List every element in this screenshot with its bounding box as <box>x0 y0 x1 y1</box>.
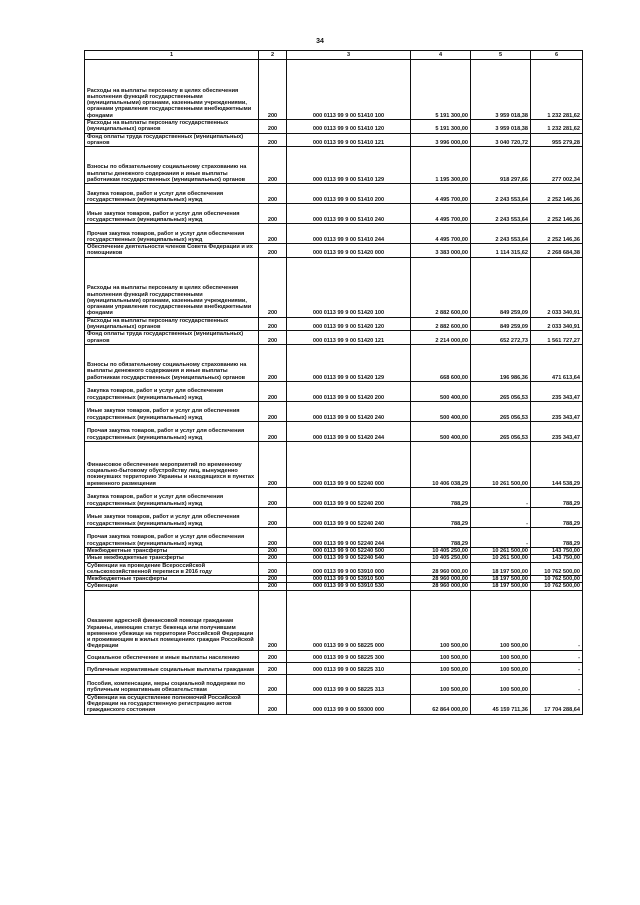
executed-amount-cell: 100 500,00 <box>471 662 531 674</box>
table-row <box>85 344 583 381</box>
approved-amount-cell: 4 495 700,00 <box>411 184 471 204</box>
column-header: 3 <box>287 51 411 60</box>
budget-classification-code-cell: 000 0113 99 9 00 52240 200 <box>287 487 411 507</box>
table-row <box>85 441 583 487</box>
table-row <box>85 507 583 527</box>
unexecuted-amount-cell: 1 232 281,62 <box>531 120 583 134</box>
row-code-cell: 200 <box>259 590 287 650</box>
row-code-cell: 200 <box>259 662 287 674</box>
budget-classification-code-cell: 000 0113 99 9 00 51420 120 <box>287 317 411 331</box>
row-code-cell: 200 <box>259 401 287 421</box>
approved-amount-cell: 2 882 600,00 <box>411 317 471 331</box>
unexecuted-amount-cell: 2 033 340,91 <box>531 257 583 317</box>
budget-classification-code-cell: 000 0113 99 9 00 52240 000 <box>287 441 411 487</box>
budget-classification-code-cell: 000 0113 99 9 00 58225 310 <box>287 662 411 674</box>
budget-classification-code-cell: 000 0113 99 9 00 53910 500 <box>287 576 411 583</box>
row-code-cell: 200 <box>259 60 287 120</box>
unexecuted-amount-cell: 2 252 146,36 <box>531 204 583 224</box>
table-row <box>85 401 583 421</box>
row-code-cell: 200 <box>259 583 287 590</box>
row-code-cell: 200 <box>259 421 287 441</box>
row-code-cell: 200 <box>259 381 287 401</box>
row-name-cell: Прочая закупка товаров, работ и услуг для обеспечения государственных (муниципальных) нужд <box>85 527 259 547</box>
row-name-cell: Оказание адресной финансовой помощи гражданам Украины, имеющим статус беженца или получившим временное убежище на территории Российской Федерации и проживающим в жилых помещениях граждан Российской Федерации <box>85 590 259 650</box>
unexecuted-amount-cell: 471 613,64 <box>531 344 583 381</box>
budget-classification-code-cell: 000 0113 99 9 00 52240 240 <box>287 507 411 527</box>
row-code-cell: 200 <box>259 224 287 244</box>
executed-amount-cell: 2 243 553,64 <box>471 204 531 224</box>
table-row <box>85 555 583 562</box>
row-name-cell: Фонд оплаты труда государственных (муниципальных) органов <box>85 331 259 345</box>
budget-classification-code-cell: 000 0113 99 9 00 51420 121 <box>287 331 411 345</box>
budget-classification-code-cell: 000 0113 99 9 00 58225 300 <box>287 650 411 662</box>
table-row <box>85 590 583 650</box>
executed-amount-cell: 265 056,53 <box>471 421 531 441</box>
approved-amount-cell: 2 214 000,00 <box>411 331 471 345</box>
approved-amount-cell: 100 500,00 <box>411 662 471 674</box>
executed-amount-cell: 3 040 720,72 <box>471 133 531 147</box>
unexecuted-amount-cell: 1 561 727,27 <box>531 331 583 345</box>
approved-amount-cell: 788,29 <box>411 487 471 507</box>
row-name-cell: Взносы по обязательному социальному страхованию на выплаты денежного содержания и иные выплаты работникам государственных (муниципальных) органов <box>85 344 259 381</box>
row-name-cell: Иные закупки товаров, работ и услуг для обеспечения государственных (муниципальных) нужд <box>85 401 259 421</box>
executed-amount-cell: 2 243 553,64 <box>471 184 531 204</box>
row-code-cell: 200 <box>259 331 287 345</box>
table-row <box>85 562 583 576</box>
row-name-cell: Финансовое обеспечение мероприятий по временному социально-бытовому обустройству лиц, вынужденно покинувших территорию Украины и находящихся в пунктах временного размещения <box>85 441 259 487</box>
table-row <box>85 120 583 134</box>
row-name-cell: Фонд оплаты труда государственных (муниципальных) органов <box>85 133 259 147</box>
unexecuted-amount-cell: 788,29 <box>531 527 583 547</box>
row-code-cell: 200 <box>259 507 287 527</box>
row-code-cell: 200 <box>259 133 287 147</box>
executed-amount-cell: 265 056,53 <box>471 401 531 421</box>
approved-amount-cell: 28 960 000,00 <box>411 576 471 583</box>
row-code-cell: 200 <box>259 547 287 554</box>
budget-classification-code-cell: 000 0113 99 9 00 51410 129 <box>287 147 411 184</box>
executed-amount-cell: 3 959 018,38 <box>471 60 531 120</box>
unexecuted-amount-cell: 235 343,47 <box>531 421 583 441</box>
budget-classification-code-cell: 000 0113 99 9 00 59300 000 <box>287 694 411 714</box>
unexecuted-amount-cell: 955 279,28 <box>531 133 583 147</box>
approved-amount-cell: 28 960 000,00 <box>411 562 471 576</box>
executed-amount-cell: - <box>471 487 531 507</box>
table-row <box>85 674 583 694</box>
approved-amount-cell: 62 864 000,00 <box>411 694 471 714</box>
unexecuted-amount-cell: 2 252 146,36 <box>531 224 583 244</box>
executed-amount-cell: 18 197 500,00 <box>471 583 531 590</box>
unexecuted-amount-cell: - <box>531 674 583 694</box>
row-name-cell: Межбюджетные трансферты <box>85 576 259 583</box>
table-row <box>85 147 583 184</box>
executed-amount-cell: 18 197 500,00 <box>471 562 531 576</box>
row-name-cell: Прочая закупка товаров, работ и услуг для обеспечения государственных (муниципальных) нужд <box>85 421 259 441</box>
executed-amount-cell: 3 959 018,38 <box>471 120 531 134</box>
row-code-cell: 200 <box>259 120 287 134</box>
table-row <box>85 381 583 401</box>
table-row <box>85 204 583 224</box>
executed-amount-cell: 918 297,66 <box>471 147 531 184</box>
budget-classification-code-cell: 000 0113 99 9 00 58225 000 <box>287 590 411 650</box>
approved-amount-cell: 1 195 300,00 <box>411 147 471 184</box>
table-row <box>85 547 583 554</box>
approved-amount-cell: 5 191 300,00 <box>411 120 471 134</box>
budget-classification-code-cell: 000 0113 99 9 00 51420 129 <box>287 344 411 381</box>
table-row <box>85 583 583 590</box>
row-code-cell: 200 <box>259 441 287 487</box>
unexecuted-amount-cell: - <box>531 662 583 674</box>
row-code-cell: 200 <box>259 674 287 694</box>
approved-amount-cell: 28 960 000,00 <box>411 583 471 590</box>
table-row <box>85 527 583 547</box>
executed-amount-cell: 45 159 711,36 <box>471 694 531 714</box>
row-name-cell: Обеспечение деятельности членов Совета Федерации и их помощников <box>85 244 259 258</box>
row-name-cell: Закупка товаров, работ и услуг для обеспечения государственных (муниципальных) нужд <box>85 184 259 204</box>
table-row <box>85 244 583 258</box>
budget-classification-code-cell: 000 0113 99 9 00 51410 121 <box>287 133 411 147</box>
unexecuted-amount-cell: 10 762 500,00 <box>531 576 583 583</box>
executed-amount-cell: 10 261 500,00 <box>471 441 531 487</box>
row-code-cell: 200 <box>259 344 287 381</box>
table-row <box>85 257 583 317</box>
row-code-cell: 200 <box>259 650 287 662</box>
unexecuted-amount-cell: 2 268 684,38 <box>531 244 583 258</box>
row-code-cell: 200 <box>259 147 287 184</box>
table-row <box>85 650 583 662</box>
row-code-cell: 200 <box>259 555 287 562</box>
approved-amount-cell: 4 495 700,00 <box>411 204 471 224</box>
row-name-cell: Социальное обеспечение и иные выплаты населению <box>85 650 259 662</box>
table-row <box>85 487 583 507</box>
row-name-cell: Публичные нормативные социальные выплаты гражданам <box>85 662 259 674</box>
executed-amount-cell: 100 500,00 <box>471 650 531 662</box>
page-number: 34 <box>316 38 324 45</box>
executed-amount-cell: 100 500,00 <box>471 590 531 650</box>
budget-classification-code-cell: 000 0113 99 9 00 51420 000 <box>287 244 411 258</box>
executed-amount-cell: 10 261 500,00 <box>471 547 531 554</box>
executed-amount-cell: - <box>471 527 531 547</box>
unexecuted-amount-cell: 2 033 340,91 <box>531 317 583 331</box>
approved-amount-cell: 100 500,00 <box>411 674 471 694</box>
row-code-cell: 200 <box>259 562 287 576</box>
row-name-cell: Субвенции на проведение Всероссийской сельскохозяйственной переписи в 2016 году <box>85 562 259 576</box>
table-row <box>85 224 583 244</box>
row-code-cell: 200 <box>259 576 287 583</box>
row-name-cell: Субвенции на осуществление полномочий Российской Федерации на государственную регистрацию актов гражданского состояния <box>85 694 259 714</box>
approved-amount-cell: 3 996 000,00 <box>411 133 471 147</box>
table-row <box>85 576 583 583</box>
unexecuted-amount-cell: 2 252 146,36 <box>531 184 583 204</box>
table-row <box>85 317 583 331</box>
column-header: 2 <box>259 51 287 60</box>
budget-classification-code-cell: 000 0113 99 9 00 53910 530 <box>287 583 411 590</box>
unexecuted-amount-cell: 788,29 <box>531 507 583 527</box>
unexecuted-amount-cell: 235 343,47 <box>531 401 583 421</box>
unexecuted-amount-cell: 143 750,00 <box>531 547 583 554</box>
column-header: 6 <box>531 51 583 60</box>
unexecuted-amount-cell: 143 750,00 <box>531 555 583 562</box>
table-row <box>85 662 583 674</box>
row-name-cell: Расходы на выплаты персоналу в целях обеспечения выполнения функций государственными (муниципальными) органами, казенными учреждениями, органами управления государственными внебюджетными фондами <box>85 60 259 120</box>
table-row <box>85 421 583 441</box>
budget-classification-code-cell: 000 0113 99 9 00 51420 200 <box>287 381 411 401</box>
column-number-header-row <box>85 51 583 60</box>
budget-classification-code-cell: 000 0113 99 9 00 53910 000 <box>287 562 411 576</box>
budget-execution-table <box>84 50 583 715</box>
budget-classification-code-cell: 000 0113 99 9 00 52240 244 <box>287 527 411 547</box>
approved-amount-cell: 788,29 <box>411 527 471 547</box>
executed-amount-cell: 652 272,73 <box>471 331 531 345</box>
row-name-cell: Расходы на выплаты персоналу государственных (муниципальных) органов <box>85 317 259 331</box>
approved-amount-cell: 4 495 700,00 <box>411 224 471 244</box>
approved-amount-cell: 5 191 300,00 <box>411 60 471 120</box>
row-name-cell: Закупка товаров, работ и услуг для обеспечения государственных (муниципальных) нужд <box>85 381 259 401</box>
approved-amount-cell: 10 405 250,00 <box>411 555 471 562</box>
row-code-cell: 200 <box>259 487 287 507</box>
budget-classification-code-cell: 000 0113 99 9 00 51420 100 <box>287 257 411 317</box>
row-name-cell: Субвенции <box>85 583 259 590</box>
unexecuted-amount-cell: 1 232 281,62 <box>531 60 583 120</box>
approved-amount-cell: 3 383 000,00 <box>411 244 471 258</box>
unexecuted-amount-cell: 277 002,34 <box>531 147 583 184</box>
executed-amount-cell: 10 261 500,00 <box>471 555 531 562</box>
column-header: 4 <box>411 51 471 60</box>
row-name-cell: Иные межбюджетные трансферты <box>85 555 259 562</box>
executed-amount-cell: - <box>471 507 531 527</box>
row-code-cell: 200 <box>259 184 287 204</box>
unexecuted-amount-cell: 10 762 500,00 <box>531 562 583 576</box>
budget-classification-code-cell: 000 0113 99 9 00 58225 313 <box>287 674 411 694</box>
table-row <box>85 133 583 147</box>
row-code-cell: 200 <box>259 317 287 331</box>
approved-amount-cell: 500 400,00 <box>411 421 471 441</box>
unexecuted-amount-cell: 10 762 500,00 <box>531 583 583 590</box>
executed-amount-cell: 1 114 315,62 <box>471 244 531 258</box>
approved-amount-cell: 100 500,00 <box>411 650 471 662</box>
approved-amount-cell: 10 405 250,00 <box>411 547 471 554</box>
budget-classification-code-cell: 000 0113 99 9 00 51410 240 <box>287 204 411 224</box>
row-name-cell: Иные закупки товаров, работ и услуг для обеспечения государственных (муниципальных) нужд <box>85 204 259 224</box>
budget-classification-code-cell: 000 0113 99 9 00 51410 200 <box>287 184 411 204</box>
unexecuted-amount-cell: 17 704 288,64 <box>531 694 583 714</box>
unexecuted-amount-cell: - <box>531 590 583 650</box>
unexecuted-amount-cell: - <box>531 650 583 662</box>
approved-amount-cell: 2 882 600,00 <box>411 257 471 317</box>
table-row <box>85 694 583 714</box>
budget-classification-code-cell: 000 0113 99 9 00 51410 100 <box>287 60 411 120</box>
row-name-cell: Иные закупки товаров, работ и услуг для обеспечения государственных (муниципальных) нужд <box>85 507 259 527</box>
table-row <box>85 331 583 345</box>
approved-amount-cell: 788,29 <box>411 507 471 527</box>
executed-amount-cell: 196 986,36 <box>471 344 531 381</box>
approved-amount-cell: 668 600,00 <box>411 344 471 381</box>
approved-amount-cell: 10 406 038,29 <box>411 441 471 487</box>
executed-amount-cell: 265 056,53 <box>471 381 531 401</box>
unexecuted-amount-cell: 144 538,29 <box>531 441 583 487</box>
approved-amount-cell: 500 400,00 <box>411 401 471 421</box>
budget-classification-code-cell: 000 0113 99 9 00 51420 240 <box>287 401 411 421</box>
row-name-cell: Расходы на выплаты персоналу в целях обеспечения выполнения функций государственными (муниципальными) органами, казенными учреждениями, органами управления государственными внебюджетными фондами <box>85 257 259 317</box>
row-name-cell: Прочая закупка товаров, работ и услуг для обеспечения государственных (муниципальных) нужд <box>85 224 259 244</box>
row-name-cell: Пособия, компенсации, меры социальной поддержки по публичным нормативным обязательствам <box>85 674 259 694</box>
executed-amount-cell: 849 259,09 <box>471 257 531 317</box>
row-code-cell: 200 <box>259 244 287 258</box>
approved-amount-cell: 500 400,00 <box>411 381 471 401</box>
column-header: 1 <box>85 51 259 60</box>
row-name-cell: Межбюджетные трансферты <box>85 547 259 554</box>
approved-amount-cell: 100 500,00 <box>411 590 471 650</box>
budget-classification-code-cell: 000 0113 99 9 00 51410 244 <box>287 224 411 244</box>
table-row <box>85 184 583 204</box>
row-code-cell: 200 <box>259 527 287 547</box>
table-row <box>85 60 583 120</box>
unexecuted-amount-cell: 788,29 <box>531 487 583 507</box>
executed-amount-cell: 18 197 500,00 <box>471 576 531 583</box>
column-header: 5 <box>471 51 531 60</box>
row-name-cell: Расходы на выплаты персоналу государственных (муниципальных) органов <box>85 120 259 134</box>
executed-amount-cell: 849 259,09 <box>471 317 531 331</box>
row-name-cell: Взносы по обязательному социальному страхованию на выплаты денежного содержания и иные выплаты работникам государственных (муниципальных) органов <box>85 147 259 184</box>
executed-amount-cell: 100 500,00 <box>471 674 531 694</box>
executed-amount-cell: 2 243 553,64 <box>471 224 531 244</box>
budget-classification-code-cell: 000 0113 99 9 00 51410 120 <box>287 120 411 134</box>
budget-classification-code-cell: 000 0113 99 9 00 51420 244 <box>287 421 411 441</box>
budget-classification-code-cell: 000 0113 99 9 00 52240 540 <box>287 555 411 562</box>
budget-classification-code-cell: 000 0113 99 9 00 52240 500 <box>287 547 411 554</box>
row-code-cell: 200 <box>259 204 287 224</box>
row-code-cell: 200 <box>259 694 287 714</box>
row-name-cell: Закупка товаров, работ и услуг для обеспечения государственных (муниципальных) нужд <box>85 487 259 507</box>
row-code-cell: 200 <box>259 257 287 317</box>
unexecuted-amount-cell: 235 343,47 <box>531 381 583 401</box>
